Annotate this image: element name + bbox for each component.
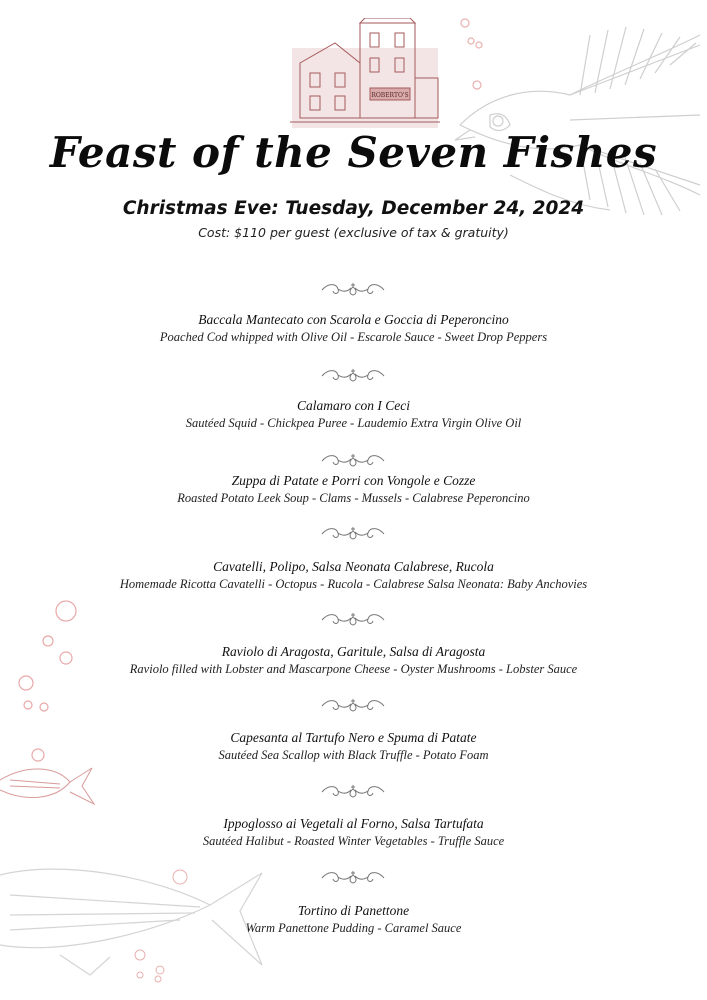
course-description: Sautéed Sea Scallop with Black Truffle - Potato Foam <box>218 748 489 762</box>
event-date: Christmas Eve: Tuesday, December 24, 2024 <box>122 198 585 219</box>
ornament-divider <box>320 783 386 799</box>
bubbles-top <box>455 15 495 95</box>
menu-course-7 <box>0 815 707 850</box>
small-fish-illustration <box>0 760 100 820</box>
ornament-divider <box>320 452 386 468</box>
course-description: Homemade Ricotta Cavatelli - Octopus - Rucola - Calabrese Salsa Neonata: Baby Anchovies <box>119 577 588 591</box>
course-name: Capesanta al Tartufo Nero e Spuma di Patate <box>230 730 477 745</box>
course-description: Warm Panettone Pudding - Caramel Sauce <box>245 921 462 935</box>
ornament-divider <box>320 697 386 713</box>
ornament-divider <box>320 367 386 383</box>
menu-title: Feast of the Seven Fishes <box>49 128 658 177</box>
course-name: Calamaro con I Ceci <box>296 398 411 413</box>
course-name: Cavatelli, Polipo, Salsa Neonata Calabrese, Rucola <box>213 559 494 574</box>
restaurant-building-sketch <box>290 18 440 130</box>
menu-course-4 <box>0 558 707 593</box>
course-description: Sautéed Halibut - Roasted Winter Vegetables - Truffle Sauce <box>202 834 505 848</box>
menu-course-2 <box>0 397 707 432</box>
course-name: Ippoglosso ai Vegetali al Forno, Salsa Tartufata <box>223 816 484 831</box>
menu-course-1 <box>0 311 707 346</box>
ornament-divider <box>320 869 386 885</box>
course-name: Tortino di Panettone <box>297 903 410 918</box>
menu-course-3 <box>0 472 707 507</box>
course-name: Zuppa di Patate e Porri con Vongole e Cozze <box>231 473 476 488</box>
menu-course-6 <box>0 729 707 764</box>
course-description: Sautéed Squid - Chickpea Puree - Laudemio Extra Virgin Olive Oil <box>185 416 522 430</box>
course-name: Raviolo di Aragosta, Garitule, Salsa di Aragosta <box>221 644 486 659</box>
ornament-divider <box>320 525 386 541</box>
logo-sign-text: ROBERTO'S <box>371 92 409 99</box>
course-description: Raviolo filled with Lobster and Mascarpone Cheese - Oyster Mushrooms - Lobster Sauce <box>129 662 578 676</box>
course-description: Roasted Potato Leek Soup - Clams - Mussels - Calabrese Peperoncino <box>177 491 530 505</box>
ornament-divider <box>320 281 386 297</box>
event-cost: Cost: $110 per guest (exclusive of tax & gratuity) <box>198 225 509 240</box>
course-description: Poached Cod whipped with Olive Oil - Escarole Sauce - Sweet Drop Peppers <box>159 330 548 344</box>
menu-course-8 <box>0 902 707 937</box>
course-name: Baccala Mantecato con Scarola e Goccia di Peperoncino <box>198 312 509 327</box>
ornament-divider <box>320 611 386 627</box>
menu-course-5 <box>0 643 707 678</box>
